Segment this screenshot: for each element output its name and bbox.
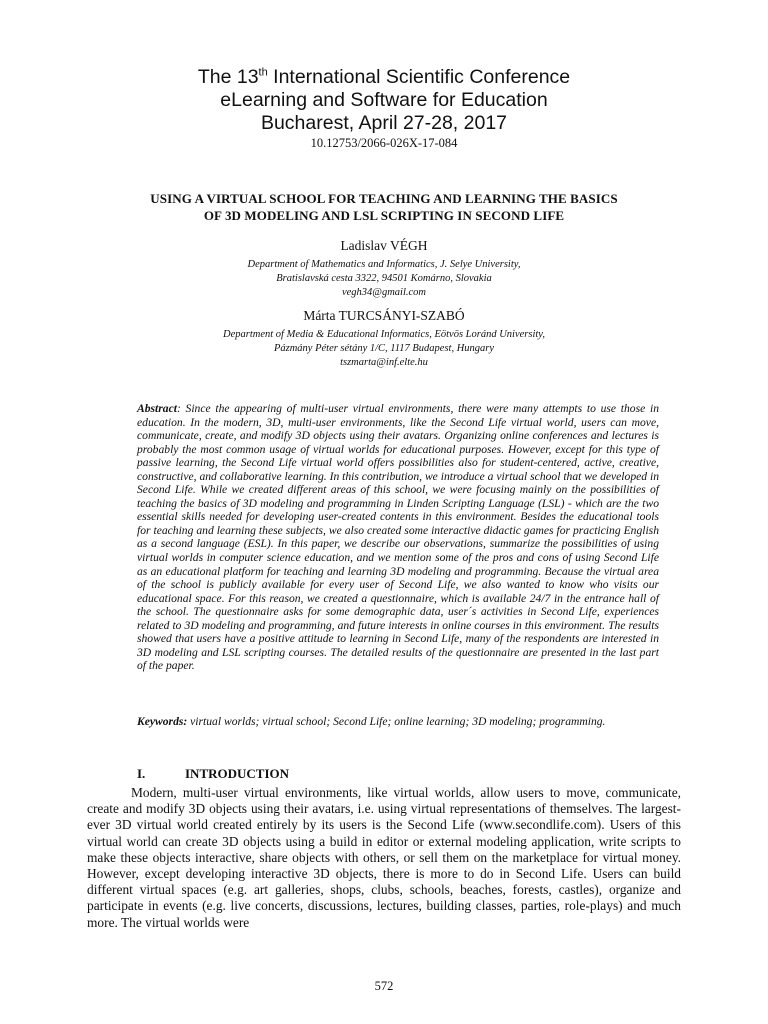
conference-header bbox=[0, 66, 768, 151]
keywords-label: Keywords: bbox=[137, 715, 188, 728]
paper-title-line: OF 3D MODELING AND LSL SCRIPTING IN SECOND LIFE bbox=[203, 208, 565, 223]
conference-subtitle: eLearning and Software for Education bbox=[220, 89, 548, 111]
section-heading bbox=[137, 766, 289, 782]
keywords-text: virtual worlds; virtual school; Second Life; online learning; 3D modeling; programming. bbox=[187, 715, 606, 728]
doi: 10.12753/2066-026X-17-084 bbox=[310, 136, 458, 150]
author-address: Bratislavská cesta 3322, 94501 Komárno, Slovakia bbox=[276, 273, 492, 284]
conference-title-rest: International Scientific Conference bbox=[267, 66, 571, 88]
conference-title-prefix: The 13 bbox=[197, 66, 259, 88]
ordinal-suffix: th bbox=[258, 66, 268, 79]
author-email: vegh34@gmail.com bbox=[341, 287, 426, 298]
abstract bbox=[137, 402, 659, 673]
author-name: Ladislav VÉGH bbox=[340, 238, 428, 253]
section-number: I. bbox=[137, 766, 146, 781]
conference-location-date: Bucharest, April 27-28, 2017 bbox=[260, 112, 508, 134]
author-block bbox=[0, 307, 768, 370]
paper-title bbox=[60, 190, 708, 224]
conference-title bbox=[0, 66, 768, 89]
author-block bbox=[0, 237, 768, 300]
author-name: Márta TURCSÁNYI-SZABÓ bbox=[303, 308, 465, 323]
abstract-text: : Since the appearing of multi-user virtual environments, there were many attempts to use those in education. In the modern, 3D, multi-user environments, like the Second Life virtual world, users can move, communicate, create, and modify 3D objects using their avatars. Organizing online conferences and lectures is probably the most common usage of virtual worlds for educational purposes. However, except for this type of passive learning, the Second Life virtual world offers possibilities also for student-centered, active, creative, constructive, and collaborative learning. In this contribution, we introduce a virtual school that we developed in Second Life. While we created different areas of this school, we were focusing mainly on the possibilities of teaching the basics of 3D modeling and programming in Linden Scripting Language (LSL) - which are the two essential skills needed for developing user-created contents in this environment. Besides the educational tools for teaching and learning these subjects, we also created some interactive didactic games for practicing English as a second language (ESL). In this paper, we describe our observations, summarize the possibilities of using virtual worlds in computer science education, and we mention some of the pros and cons of using Second Life as an educational platform for teaching and learning 3D modeling and programming. Because the virtual area of the school is publicly available for every user of Second Life, we also wanted to know who visits our educational space. For this reason, we created a questionnaire, which is available 24/7 in the entrance hall of the school. The questionnaire asks for some demographic data, user´s activities in Second Life, experiences related to 3D modeling and programming, and future interests in online courses in this environment. The results showed that users have a positive attitude to learning in Second Life, many of the respondents are interested in 3D modeling and LSL scripting courses. The detailed results of the questionnaire are presented in the last part of the paper. bbox=[137, 402, 659, 673]
abstract-label: Abstract bbox=[137, 402, 177, 415]
page-number: 572 bbox=[374, 979, 394, 993]
keywords bbox=[137, 715, 667, 729]
paper-title-line: USING A VIRTUAL SCHOOL FOR TEACHING AND LEARNING THE BASICS bbox=[150, 191, 618, 206]
introduction-body bbox=[87, 785, 681, 931]
paragraph: Modern, multi-user virtual environments, like virtual worlds, allow users to move, communicate, create and modify 3D objects using their avatars, i.e. using virtual representations of themselves. The largest-ever 3D virtual world created entirely by its users is the Second Life (www.secondlife.com). Users of this virtual world can create 3D objects using a build in editor or external modeling application, write scripts to make these objects interactive, share objects with others, or sell them on the marketplace for virtual money. However, except developing interactive 3D objects, there is more to do in Second Life. Users can build different virtual spaces (e.g. art galleries, shops, clubs, schools, beaches, forests, castles), organize and participate in events (e.g. live concerts, discussions, lectures, building classes, parties, role-plays) and much more. The virtual worlds were bbox=[87, 785, 681, 930]
author-department: Department of Mathematics and Informatics, J. Selye University, bbox=[247, 259, 521, 270]
author-address: Pázmány Péter sétány 1/C, 1117 Budapest, Hungary bbox=[273, 343, 495, 354]
author-department: Department of Media & Educational Informatics, Eötvös Loránd University, bbox=[223, 329, 545, 340]
author-email: tszmarta@inf.elte.hu bbox=[340, 357, 428, 368]
section-title: INTRODUCTION bbox=[185, 766, 290, 781]
